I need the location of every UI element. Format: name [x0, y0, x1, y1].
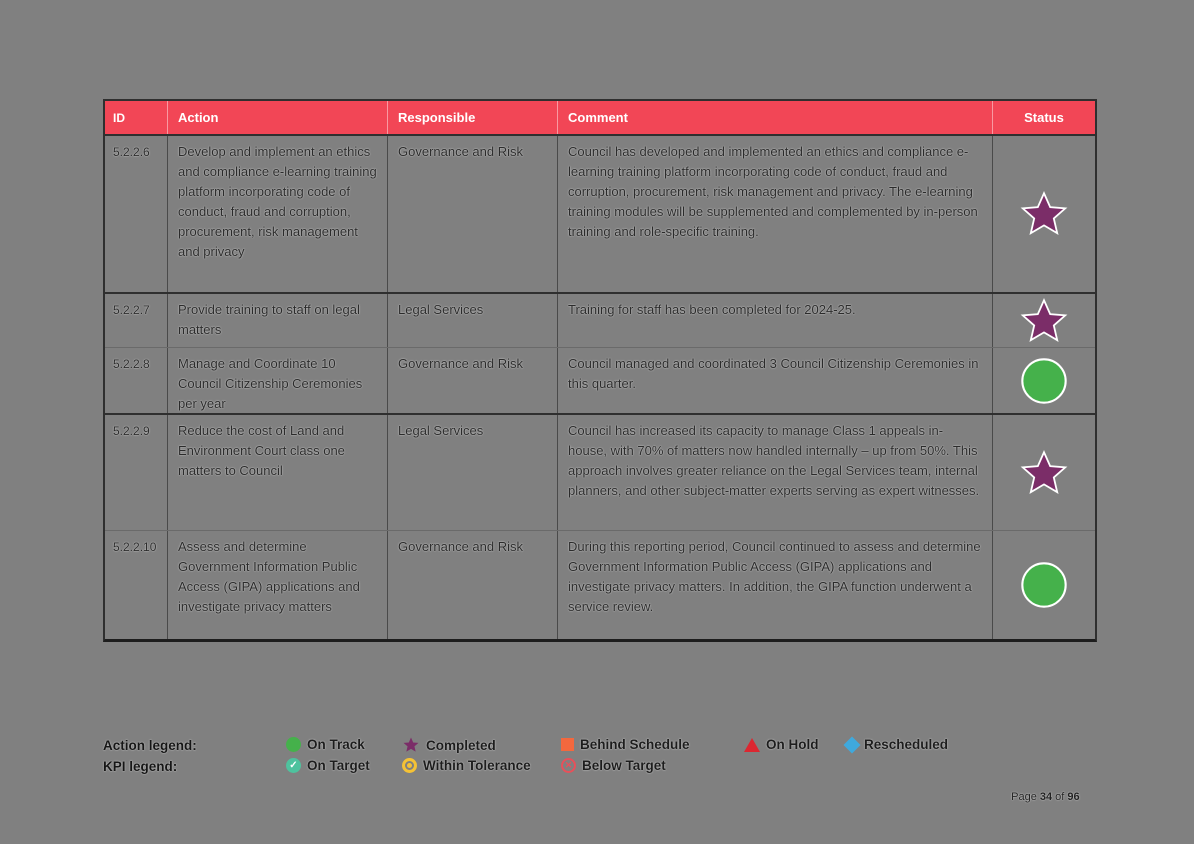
row-comment: Council has developed and implemented an ethics and compliance e-learning training platform incorporating code of conduct, fraud and corruption, procurement, risk management and privacy. The e-learning training modules will be supplemented and complemented by in-person training and role-specific training. [557, 136, 992, 292]
status-icon-completed [1019, 449, 1069, 497]
status-icon-completed [1019, 297, 1069, 345]
page-current: 34 [1039, 791, 1053, 803]
legend-item-label: On Target [307, 758, 370, 773]
kpi-legend-label: KPI legend: [103, 759, 178, 774]
legend-item-label: Rescheduled [864, 737, 949, 752]
legend-item-label: Within Tolerance [423, 758, 531, 773]
legend-item-within-tolerance [402, 758, 531, 773]
on-target-icon: ✓ [286, 758, 301, 773]
row-comment: Training for staff has been completed for 2024-25. [557, 294, 992, 347]
page-total: 96 [1067, 791, 1080, 803]
row-id: 5.2.2.10 [113, 540, 157, 554]
row-action: Provide training to staff on legal matters [167, 294, 387, 347]
legend-item-behind-schedule [561, 737, 690, 752]
row-action: Manage and Coordinate 10 Council Citizenship Ceremonies per year [167, 348, 387, 413]
column-header-comment: Comment [557, 101, 992, 134]
row-status [992, 136, 1095, 292]
legend-item-label: Completed [426, 737, 496, 753]
table-row [105, 292, 1095, 347]
row-responsible: Governance and Risk [387, 136, 557, 292]
legend-item-rescheduled [846, 737, 948, 752]
column-header-id: ID [113, 110, 125, 125]
row-status [992, 531, 1095, 639]
on-hold-icon [744, 738, 760, 752]
row-action: Develop and implement an ethics and compliance e-learning training platform incorporating code of conduct, fraud and corruption, procurement, risk management and privacy [167, 136, 387, 292]
status-icon-completed [1019, 190, 1069, 238]
status-icon-on-track [1019, 560, 1069, 610]
table-header-row [105, 101, 1095, 134]
row-id: 5.2.2.9 [113, 424, 150, 438]
rescheduled-icon [844, 736, 861, 753]
legend-item-completed [402, 736, 496, 754]
actions-table [103, 99, 1097, 642]
row-id: 5.2.2.8 [113, 357, 150, 371]
legend-item-on-hold [744, 737, 819, 752]
legend-item-label: Behind Schedule [580, 737, 690, 752]
of-word: of [1052, 791, 1068, 803]
table-row [105, 413, 1095, 530]
legend-item-on-track [286, 737, 365, 752]
column-header-responsible: Responsible [387, 101, 557, 134]
status-icon-on-track [1019, 356, 1069, 406]
row-action: Assess and determine Government Information Public Access (GIPA) applications and investigate privacy matters [167, 531, 387, 639]
table-row [105, 134, 1095, 292]
row-status [992, 415, 1095, 530]
legend-item-label: On Hold [766, 737, 819, 752]
column-header-status: Status [992, 101, 1095, 134]
within-tolerance-icon [402, 758, 417, 773]
row-responsible: Governance and Risk [387, 348, 557, 413]
behind-schedule-icon [561, 738, 574, 751]
page-number [1005, 779, 1080, 803]
legend-item-label: Below Target [582, 758, 666, 773]
completed-star-icon [402, 736, 420, 754]
row-responsible: Legal Services [387, 294, 557, 347]
row-comment: Council has increased its capacity to manage Class 1 appeals in-house, with 70% of matters now handled internally – up from 50%. This approach involves greater reliance on the Legal Services team, internal planners, and other subject-matter experts serving as expert witnesses. [557, 415, 992, 530]
legend-item-on-target [286, 758, 370, 773]
row-action: Reduce the cost of Land and Environment Court class one matters to Council [167, 415, 387, 530]
legend-item-label: On Track [307, 737, 365, 752]
row-comment: Council managed and coordinated 3 Council Citizenship Ceremonies in this quarter. [557, 348, 992, 413]
legend-item-below-target [561, 758, 666, 773]
action-legend-label: Action legend: [103, 738, 197, 753]
row-responsible: Legal Services [387, 415, 557, 530]
page-word: Page [1011, 791, 1040, 803]
on-track-icon [286, 737, 301, 752]
below-target-icon: ✕ [561, 758, 576, 773]
row-comment: During this reporting period, Council continued to assess and determine Government Information Public Access (GIPA) applications and investigate privacy matters. In addition, the GIPA function underwent a service review. [557, 531, 992, 639]
row-id: 5.2.2.6 [113, 145, 150, 159]
column-header-action: Action [167, 101, 387, 134]
table-row [105, 530, 1095, 639]
row-status [992, 348, 1095, 413]
row-responsible: Governance and Risk [387, 531, 557, 639]
row-id: 5.2.2.7 [113, 303, 150, 317]
table-row [105, 347, 1095, 413]
row-status [992, 294, 1095, 347]
